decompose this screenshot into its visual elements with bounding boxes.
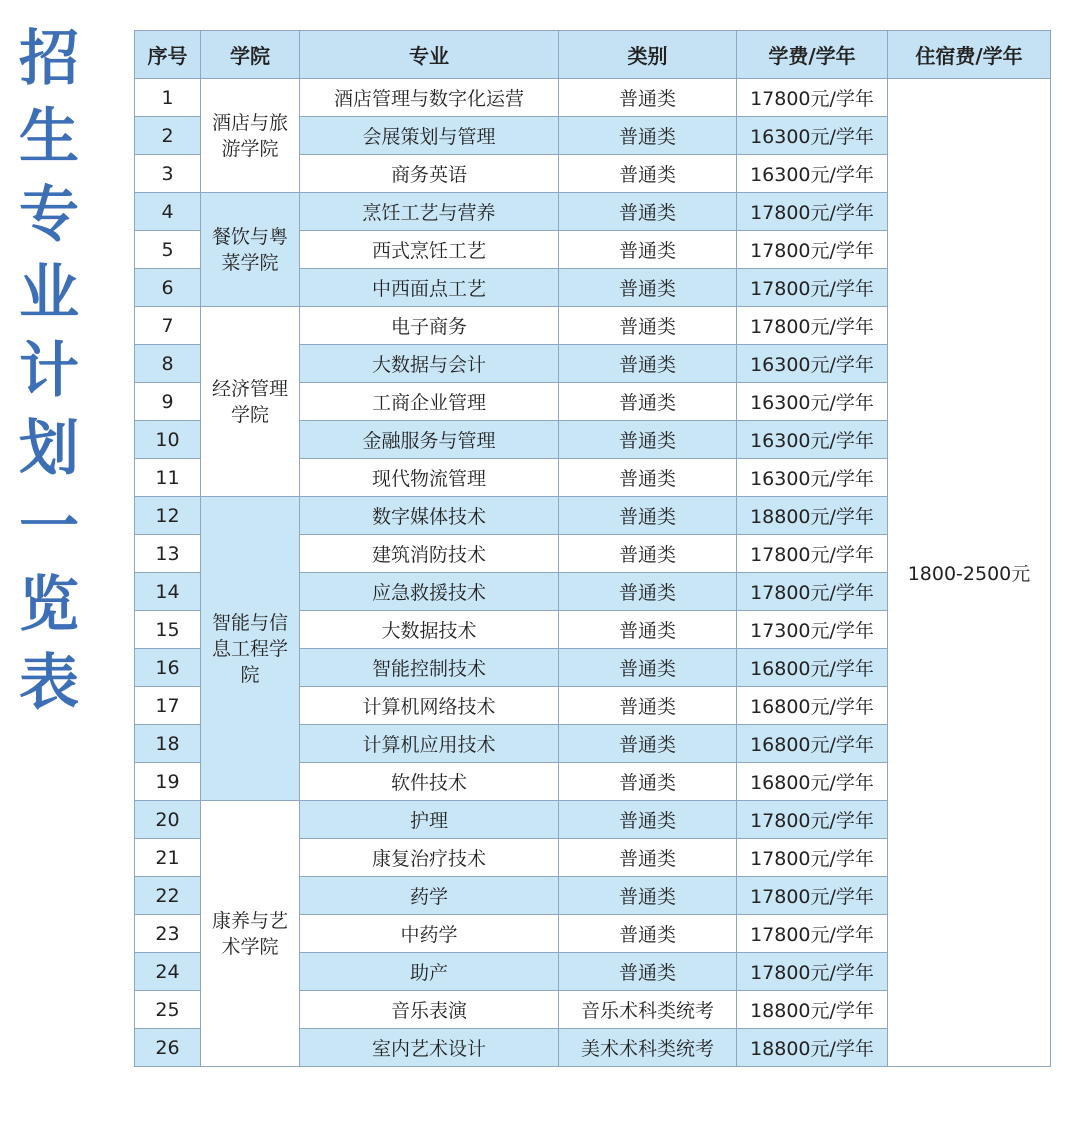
- row-category: 普通类: [559, 459, 737, 497]
- college-cell: 经济管理学院: [201, 307, 300, 497]
- row-major: 护理: [300, 801, 559, 839]
- row-seq: 13: [135, 535, 201, 573]
- row-category: 普通类: [559, 155, 737, 193]
- title-char: 览: [19, 570, 79, 640]
- row-seq: 24: [135, 953, 201, 991]
- row-seq: 7: [135, 307, 201, 345]
- row-category: 普通类: [559, 345, 737, 383]
- row-tuition: 17800元/学年: [737, 877, 888, 915]
- row-tuition: 16800元/学年: [737, 649, 888, 687]
- row-category: 普通类: [559, 535, 737, 573]
- row-category: 美术术科类统考: [559, 1029, 737, 1067]
- row-category: 普通类: [559, 307, 737, 345]
- row-category: 普通类: [559, 79, 737, 117]
- row-major: 大数据与会计: [300, 345, 559, 383]
- row-seq: 14: [135, 573, 201, 611]
- header-row: [135, 31, 1051, 79]
- row-tuition: 17800元/学年: [737, 953, 888, 991]
- row-tuition: 17800元/学年: [737, 839, 888, 877]
- row-seq: 11: [135, 459, 201, 497]
- row-category: 普通类: [559, 421, 737, 459]
- row-tuition: 16800元/学年: [737, 725, 888, 763]
- row-seq: 17: [135, 687, 201, 725]
- row-category: 普通类: [559, 497, 737, 535]
- row-major: 智能控制技术: [300, 649, 559, 687]
- row-category: 普通类: [559, 649, 737, 687]
- row-category: 普通类: [559, 801, 737, 839]
- row-tuition: 16800元/学年: [737, 763, 888, 801]
- header-dorm: 住宿费/学年: [888, 31, 1051, 79]
- row-seq: 18: [135, 725, 201, 763]
- title-char: 招: [19, 24, 79, 94]
- dorm-fee-cell: 1800-2500元: [888, 79, 1051, 1067]
- row-category: 普通类: [559, 117, 737, 155]
- row-seq: 15: [135, 611, 201, 649]
- row-major: 计算机应用技术: [300, 725, 559, 763]
- row-major: 室内艺术设计: [300, 1029, 559, 1067]
- college-cell: 餐饮与粤菜学院: [201, 193, 300, 307]
- row-tuition: 17800元/学年: [737, 269, 888, 307]
- college-cell: 酒店与旅游学院: [201, 79, 300, 193]
- row-major: 商务英语: [300, 155, 559, 193]
- row-tuition: 16300元/学年: [737, 383, 888, 421]
- row-seq: 10: [135, 421, 201, 459]
- row-major: 康复治疗技术: [300, 839, 559, 877]
- row-major: 西式烹饪工艺: [300, 231, 559, 269]
- row-category: 普通类: [559, 839, 737, 877]
- row-seq: 4: [135, 193, 201, 231]
- row-major: 金融服务与管理: [300, 421, 559, 459]
- title-char: 划: [19, 414, 79, 484]
- row-seq: 12: [135, 497, 201, 535]
- row-major: 数字媒体技术: [300, 497, 559, 535]
- row-major: 助产: [300, 953, 559, 991]
- row-seq: 1: [135, 79, 201, 117]
- row-seq: 2: [135, 117, 201, 155]
- row-tuition: 16300元/学年: [737, 421, 888, 459]
- row-seq: 5: [135, 231, 201, 269]
- title-char: 业: [19, 258, 79, 328]
- row-category: 普通类: [559, 953, 737, 991]
- row-major: 软件技术: [300, 763, 559, 801]
- header-category: 类别: [559, 31, 737, 79]
- row-major: 应急救援技术: [300, 573, 559, 611]
- row-category: 普通类: [559, 611, 737, 649]
- row-tuition: 16300元/学年: [737, 117, 888, 155]
- row-seq: 20: [135, 801, 201, 839]
- row-category: 普通类: [559, 725, 737, 763]
- row-major: 音乐表演: [300, 991, 559, 1029]
- row-major: 烹饪工艺与营养: [300, 193, 559, 231]
- row-tuition: 16300元/学年: [737, 459, 888, 497]
- row-category: 普通类: [559, 383, 737, 421]
- row-category: 普通类: [559, 915, 737, 953]
- row-seq: 19: [135, 763, 201, 801]
- header-college: 学院: [201, 31, 300, 79]
- table-row: [135, 79, 1051, 117]
- row-major: 药学: [300, 877, 559, 915]
- row-tuition: 17800元/学年: [737, 535, 888, 573]
- row-seq: 9: [135, 383, 201, 421]
- row-tuition: 17800元/学年: [737, 79, 888, 117]
- row-seq: 8: [135, 345, 201, 383]
- row-category: 普通类: [559, 573, 737, 611]
- row-tuition: 17800元/学年: [737, 573, 888, 611]
- row-category: 普通类: [559, 231, 737, 269]
- college-cell: 智能与信息工程学院: [201, 497, 300, 801]
- row-category: 普通类: [559, 687, 737, 725]
- row-seq: 3: [135, 155, 201, 193]
- row-seq: 22: [135, 877, 201, 915]
- row-major: 电子商务: [300, 307, 559, 345]
- row-category: 普通类: [559, 763, 737, 801]
- row-tuition: 17300元/学年: [737, 611, 888, 649]
- table-header: [135, 31, 1051, 79]
- row-major: 建筑消防技术: [300, 535, 559, 573]
- row-tuition: 18800元/学年: [737, 497, 888, 535]
- college-cell: 康养与艺术学院: [201, 801, 300, 1067]
- vertical-title: [0, 20, 98, 722]
- row-tuition: 18800元/学年: [737, 991, 888, 1029]
- header-seq: 序号: [135, 31, 201, 79]
- row-category: 普通类: [559, 193, 737, 231]
- row-tuition: 16300元/学年: [737, 345, 888, 383]
- row-tuition: 17800元/学年: [737, 193, 888, 231]
- row-major: 中西面点工艺: [300, 269, 559, 307]
- enrollment-plan-table: [134, 30, 1051, 1067]
- row-tuition: 17800元/学年: [737, 915, 888, 953]
- row-major: 大数据技术: [300, 611, 559, 649]
- title-char: 生: [19, 102, 79, 172]
- row-tuition: 16300元/学年: [737, 155, 888, 193]
- row-seq: 23: [135, 915, 201, 953]
- row-seq: 6: [135, 269, 201, 307]
- title-char: 一: [19, 492, 79, 562]
- row-seq: 26: [135, 1029, 201, 1067]
- row-category: 普通类: [559, 877, 737, 915]
- row-seq: 21: [135, 839, 201, 877]
- title-char: 表: [19, 648, 79, 718]
- row-tuition: 16800元/学年: [737, 687, 888, 725]
- title-char: 专: [19, 180, 79, 250]
- row-major: 计算机网络技术: [300, 687, 559, 725]
- row-major: 会展策划与管理: [300, 117, 559, 155]
- row-major: 现代物流管理: [300, 459, 559, 497]
- row-tuition: 17800元/学年: [737, 231, 888, 269]
- row-tuition: 18800元/学年: [737, 1029, 888, 1067]
- row-seq: 25: [135, 991, 201, 1029]
- row-seq: 16: [135, 649, 201, 687]
- header-tuition: 学费/学年: [737, 31, 888, 79]
- row-major: 酒店管理与数字化运营: [300, 79, 559, 117]
- row-category: 音乐术科类统考: [559, 991, 737, 1029]
- row-category: 普通类: [559, 269, 737, 307]
- row-tuition: 17800元/学年: [737, 801, 888, 839]
- row-major: 中药学: [300, 915, 559, 953]
- row-major: 工商企业管理: [300, 383, 559, 421]
- row-tuition: 17800元/学年: [737, 307, 888, 345]
- table-body: [135, 79, 1051, 1067]
- title-char: 计: [19, 336, 79, 406]
- header-major: 专业: [300, 31, 559, 79]
